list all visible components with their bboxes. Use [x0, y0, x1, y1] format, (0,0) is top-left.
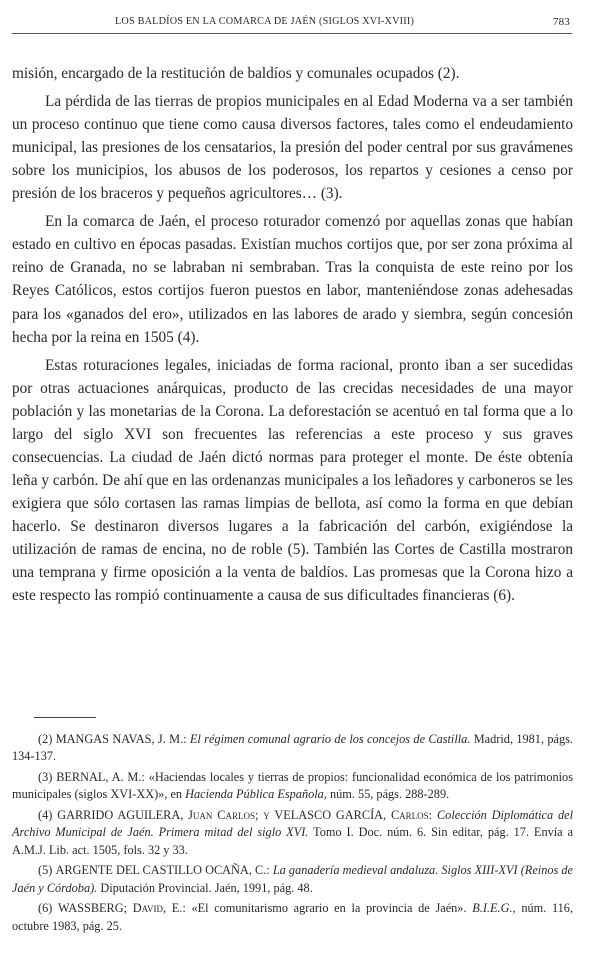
footnote-pre: «El comunitarismo agrario en la provincia de Jaén».: [191, 901, 467, 916]
header-rule: [12, 33, 572, 34]
footnote-rest: núm. 116, octubre 1983, pág. 25.: [12, 901, 574, 933]
footnote: [12, 731, 573, 766]
footnote-work: La ganadería medieval andaluza. Siglos XIII-XVI (Reinos de Jaén y Córdoba).: [12, 863, 573, 895]
footnote-rest: núm. 55, págs. 288-289.: [329, 787, 450, 802]
footnote: [12, 769, 573, 804]
footnote-rest: Tomo I. Doc. núm. 6. Sin editar, pág. 17. Envía a A.M.J. Lib. act. 1505, fols. 32 y 33.: [12, 825, 573, 857]
footnote-author: MANGAS NAVAS, J. M.:: [55, 732, 187, 746]
footnotes: [12, 731, 573, 938]
paragraph: La pérdida de las tierras de propios municipales en al Edad Moderna va a ser también un proceso continuo que tiene como causa diversos factores, tales como el endeudamiento municipal, las presiones de los censatarios, la presión del poder central por sus gravámenes sobre los municipios, los abusos de los poderosos, los repartos y cesiones a censo por presión de los braceros y pequeños agricultores… (3).: [12, 92, 573, 203]
footnote-work: Colección Diplomática del Archivo Municipal de Jaén. Primera mitad del siglo XVI.: [12, 808, 574, 840]
footnote-rest: Madrid, 1981, págs. 134-137.: [12, 732, 573, 764]
footnote-work: El régimen comunal agrario de los concejos de Castilla.: [189, 732, 471, 746]
footnote-work: B.I.E.G.,: [472, 901, 516, 916]
footnote-work: Hacienda Pública Española,: [185, 787, 327, 802]
footnote-author: BERNAL, A. M.:: [56, 770, 145, 784]
footnote-rest: Diputación Provincial. Jaén, 1991, pág. 48.: [100, 880, 313, 895]
footnote: [12, 862, 573, 897]
footnote: [12, 807, 573, 859]
footnote-number: (3): [38, 770, 53, 784]
footnote-number: (6): [38, 901, 53, 916]
paragraph-continuation: misión, encargado de la restitución de baldíos y comunales ocupados (2).: [12, 65, 460, 82]
footnote-separator: [34, 717, 96, 718]
running-title: LOS BALDÍOS EN LA COMARCA DE JAÉN (SIGLOS XVI-XVIII): [115, 16, 415, 27]
footnote: [12, 900, 573, 935]
running-header: [12, 16, 572, 34]
body-text: [12, 62, 573, 608]
footnote-author: ARGENTE DEL CASTILLO OCAÑA, C.:: [55, 863, 270, 878]
footnote-pre: «Haciendas locales y tierras de propios: funcionalidad económica de los patrimonios municipales (siglos XVI-XX)», en: [12, 770, 573, 802]
footnote-number: (2): [38, 732, 53, 746]
page-number: 783: [552, 16, 570, 28]
paragraph: En la comarca de Jaén, el proceso roturador comenzó por aquellas zonas que habían estado en cultivo en épocas pasadas. Existían muchos cortijos que, por ser zona próxima al reino de Granada, no se labraban ni sembraban. Tras la conquista de este reino por los Reyes Católicos, estos cortijos fueron puestos en labor, manteniéndose zonas adehesadas para los «ganados del ero», utilizados en las labores de arado y siembra, según concesión hecha por la reina en 1505 (4).: [12, 213, 573, 346]
footnote-author: WASSBERG; David, E.:: [58, 901, 186, 916]
footnote-author: GARRIDO AGUILERA, Juan Carlos; y VELASCO GARCÍA, Carlos:: [57, 808, 433, 822]
footnote-number: (4): [38, 808, 53, 822]
footnote-number: (5): [38, 863, 53, 878]
paragraph: Estas roturaciones legales, iniciadas de forma racional, pronto iban a ser sucedidas por otras actuaciones anárquicas, producto de las crecidas necesidades de una mayor población y las monetarias de la Corona. La deforestación se acentuó en tal forma que a lo largo del siglo XVI son frecuentes las referencias a este proceso y sus graves consecuencias. La ciudad de Jaén dictó normas para proteger el monte. De éste obtenía leña y carbón. De ahí que en las ordenanzas municipales a los leñadores y carboneros se les exigiera que sólo cortasen las ramas limpias de bellota, así como la forma en que debían hacerlo. Se destinaron diversos lugares a la fabricación del carbón, exigiéndose la utilización de ramas de encina, no de roble (5). También las Cortes de Castilla mostraron una temprana y firme oposición a la venta de baldíos. Las promesas que la Corona hizo a este respecto las rompió continuamente a causa de sus dificultades financieras (6).: [12, 356, 573, 605]
